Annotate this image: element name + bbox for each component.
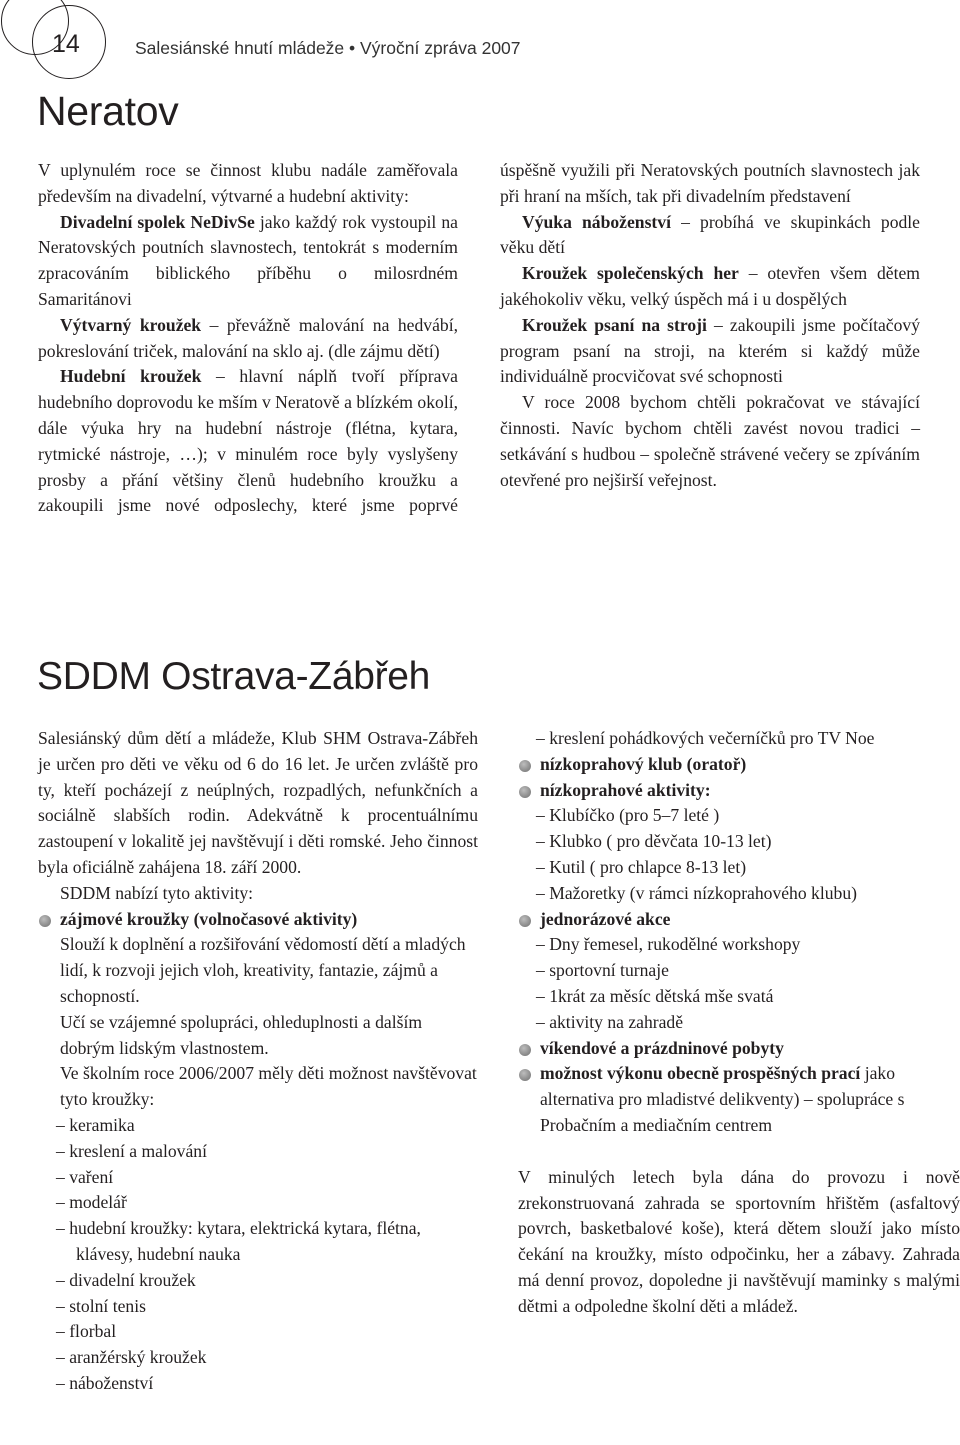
hudebni-text: – hlavní náplň tvoří příprava hudebního doprovodu ke mším v Neratově a blízkém okolí, dále výuka hry na hudební nástroje (flétna, kytara, rytmické nástroje, …); v minulém roce byly vyslyšeny prosby a přání většiny členů hudebního kroužku a zakoupili jsme nové odposlechy, které jsme poprvé úspěšně využili při Neratovských poutních slavnostech jak při hraní na mších, tak při divadelním představení	[38, 160, 920, 516]
bullet-icon	[39, 915, 51, 927]
bullet-nizkoprahove-aktivity	[518, 778, 960, 804]
bullet-icon	[519, 1044, 531, 1056]
krouzky-desc-2: Učí se vzájemné spolupráci, ohleduplnosti a dalším dobrým lidským vlastnostem.	[60, 1011, 423, 1058]
neratov-spolecenske	[500, 261, 920, 313]
neratov-psani	[500, 313, 920, 390]
krouzky-desc-3: Ve školním roce 2006/2007 měly děti možnost navštěvovat tyto kroužky:	[60, 1063, 477, 1110]
bullet-vikendove-pobyty	[518, 1036, 960, 1062]
krouzky-item: – modelář	[56, 1192, 127, 1213]
jednorazove: jednorázové akce	[540, 908, 671, 929]
jednorazove-item: – sportovní turnaje	[536, 960, 669, 981]
jednorazove-item: – Dny řemesel, rukodělné workshopy	[536, 934, 801, 955]
sddm-offers: SDDM nabízí tyto aktivity:	[60, 882, 254, 903]
bullet-zajmove-krouzky	[38, 907, 478, 933]
krouzky-item: – keramika	[56, 1114, 135, 1135]
neratov-divadelni	[38, 210, 458, 313]
nizko-klub: nízkoprahový klub (oratoř)	[540, 753, 747, 774]
neratov-vyuka	[500, 210, 920, 262]
krouzky-item: – kreslení a malování	[56, 1140, 207, 1161]
krouzky-desc-1: Slouží k doplnění a rozšiřování vědomostí dětí a mladých lidí, k rozvoji jejich vloh, kreativity, fantazie, zájmů a schopností.	[60, 934, 466, 1006]
divadelni-text: jako každý rok vystoupil na Neratovských poutních slavnostech, tentokrát s moderním zpracováním biblického příběhu o milosrdném Samaritánovi	[38, 211, 458, 309]
vikendove: víkendové a prázdninové pobyty	[540, 1037, 784, 1058]
psani-name: Kroužek psaní na stroji	[522, 314, 707, 335]
spolecenske-name: Kroužek společenských her	[522, 263, 739, 284]
sddm-closing: V minulých letech byla dána do provozu i nově zrekonstruovaná zahrada se sportovním hřištěm (asfaltový povrch, basketbalové koše), která dětem slouží jako místo čekání na kroužky, místo odpočinku, her a zábavy. Zahrada má denní provoz, dopoledne ji navštěvují maminky s malými dětmi a odpoledne školní děti a mládež.	[518, 1166, 960, 1316]
krouzky-item: – kreslení pohádkových večerníčků pro TV Noe	[536, 728, 875, 748]
bullet-nizkoprahovy-klub	[518, 752, 960, 778]
nizko-aktivity: nízkoprahové aktivity:	[540, 779, 711, 800]
nizko-item: – Kutil ( pro chlapce 8-13 let)	[536, 856, 747, 877]
section-title-neratov: Neratov	[37, 88, 179, 134]
divadelni-name: Divadelní spolek NeDivSe	[60, 211, 255, 232]
vyuka-text: – probíhá ve skupinkách podle věku dětí	[500, 211, 920, 258]
sddm-intro: Salesiánský dům dětí a mládeže, Klub SHM Ostrava-Zábřeh je určen pro děti ve věku od 6 do 16 let. Je určen zvláště pro ty, kteří pocházejí z neúplných, rozpadlých, nefunkčních a sociálně slabších rodin. Adekvátně k procentuálnímu zastoupení v lokalitě jej navštěvují i děti romské. Jeho činnost byla oficiálně zahájena 18. září 2000.	[38, 728, 478, 877]
krouzky-item: – divadelní kroužek	[56, 1269, 196, 1290]
neratov-intro: V uplynulém roce se činnost klubu nadále zaměřovala především na divadelní, výtvarné a hudební aktivity:	[38, 160, 458, 206]
neratov-closing: V roce 2008 bychom chtěli pokračovat ve stávající činnosti. Navíc bychom chtěli zavést novou tradici – setkávání s hudbou – společně strávené večery se zpíváním otevřené pro nejširší veřejnost.	[500, 392, 920, 490]
nizko-item: – Klubko ( pro děvčata 10-13 let)	[536, 831, 772, 852]
sddm-right-column	[518, 726, 960, 1320]
neratov-text	[38, 158, 920, 618]
bullet-icon	[519, 915, 531, 927]
krouzky-item: – náboženství	[56, 1372, 154, 1393]
vykon-text: jako alternativa pro mladistvé delikventy) – spolupráce s Probačním a mediačním centrem	[540, 1063, 905, 1135]
jednorazove-item: – aktivity na zahradě	[536, 1011, 684, 1032]
sddm-left-column	[38, 726, 478, 1397]
vytvarny-text: – převážně malování na hedvábí, pokreslování triček, malování na sklo aj. (dle zájmu dětí)	[38, 314, 458, 361]
neratov-vytvarny	[38, 313, 458, 365]
jednorazove-item: – 1krát za měsíc dětská mše svatá	[536, 985, 774, 1006]
bullet-icon	[519, 760, 531, 772]
hudebni-name: Hudební kroužek	[60, 366, 202, 387]
krouzky-item: – hudební kroužky: kytara, elektrická kytara, flétna, klávesy, hudební nauka	[56, 1218, 421, 1264]
section-title-sddm: SDDM Ostrava-Zábřeh	[37, 655, 431, 698]
krouzky-item: – aranžérský kroužek	[56, 1347, 207, 1368]
bullet-icon	[519, 1069, 531, 1081]
krouzky-item: – stolní tenis	[56, 1295, 146, 1316]
nizko-item: – Mažoretky (v rámci nízkoprahového klubu)	[536, 882, 857, 903]
vyuka-name: Výuka náboženství	[522, 211, 671, 232]
bullet-jednorazove-akce	[518, 907, 960, 933]
nizko-item: – Klubíčko (pro 5–7 leté )	[536, 805, 720, 826]
vykon-bold: možnost výkonu obecně prospěšných prací	[540, 1063, 861, 1084]
bullet-vykon-prace	[518, 1061, 960, 1138]
bullet-icon	[519, 786, 531, 798]
page-number: 14	[52, 30, 80, 58]
krouzky-item: – vaření	[56, 1166, 114, 1187]
vytvarny-name: Výtvarný kroužek	[60, 314, 202, 335]
spolecenske-text: – otevřen všem dětem jakéhokoliv věku, velký úspěch má i u dospělých	[500, 263, 920, 309]
krouzky-title: zájmové kroužky (volnočasové aktivity)	[60, 908, 358, 929]
running-header: Salesiánské hnutí mládeže • Výroční zpráva 2007	[135, 38, 521, 58]
krouzky-item: – florbal	[56, 1321, 117, 1342]
psani-text: – zakoupili jsme počítačový program psaní na stroji, na kterém si každý může individuálně procvičovat své schopnosti	[500, 314, 921, 387]
